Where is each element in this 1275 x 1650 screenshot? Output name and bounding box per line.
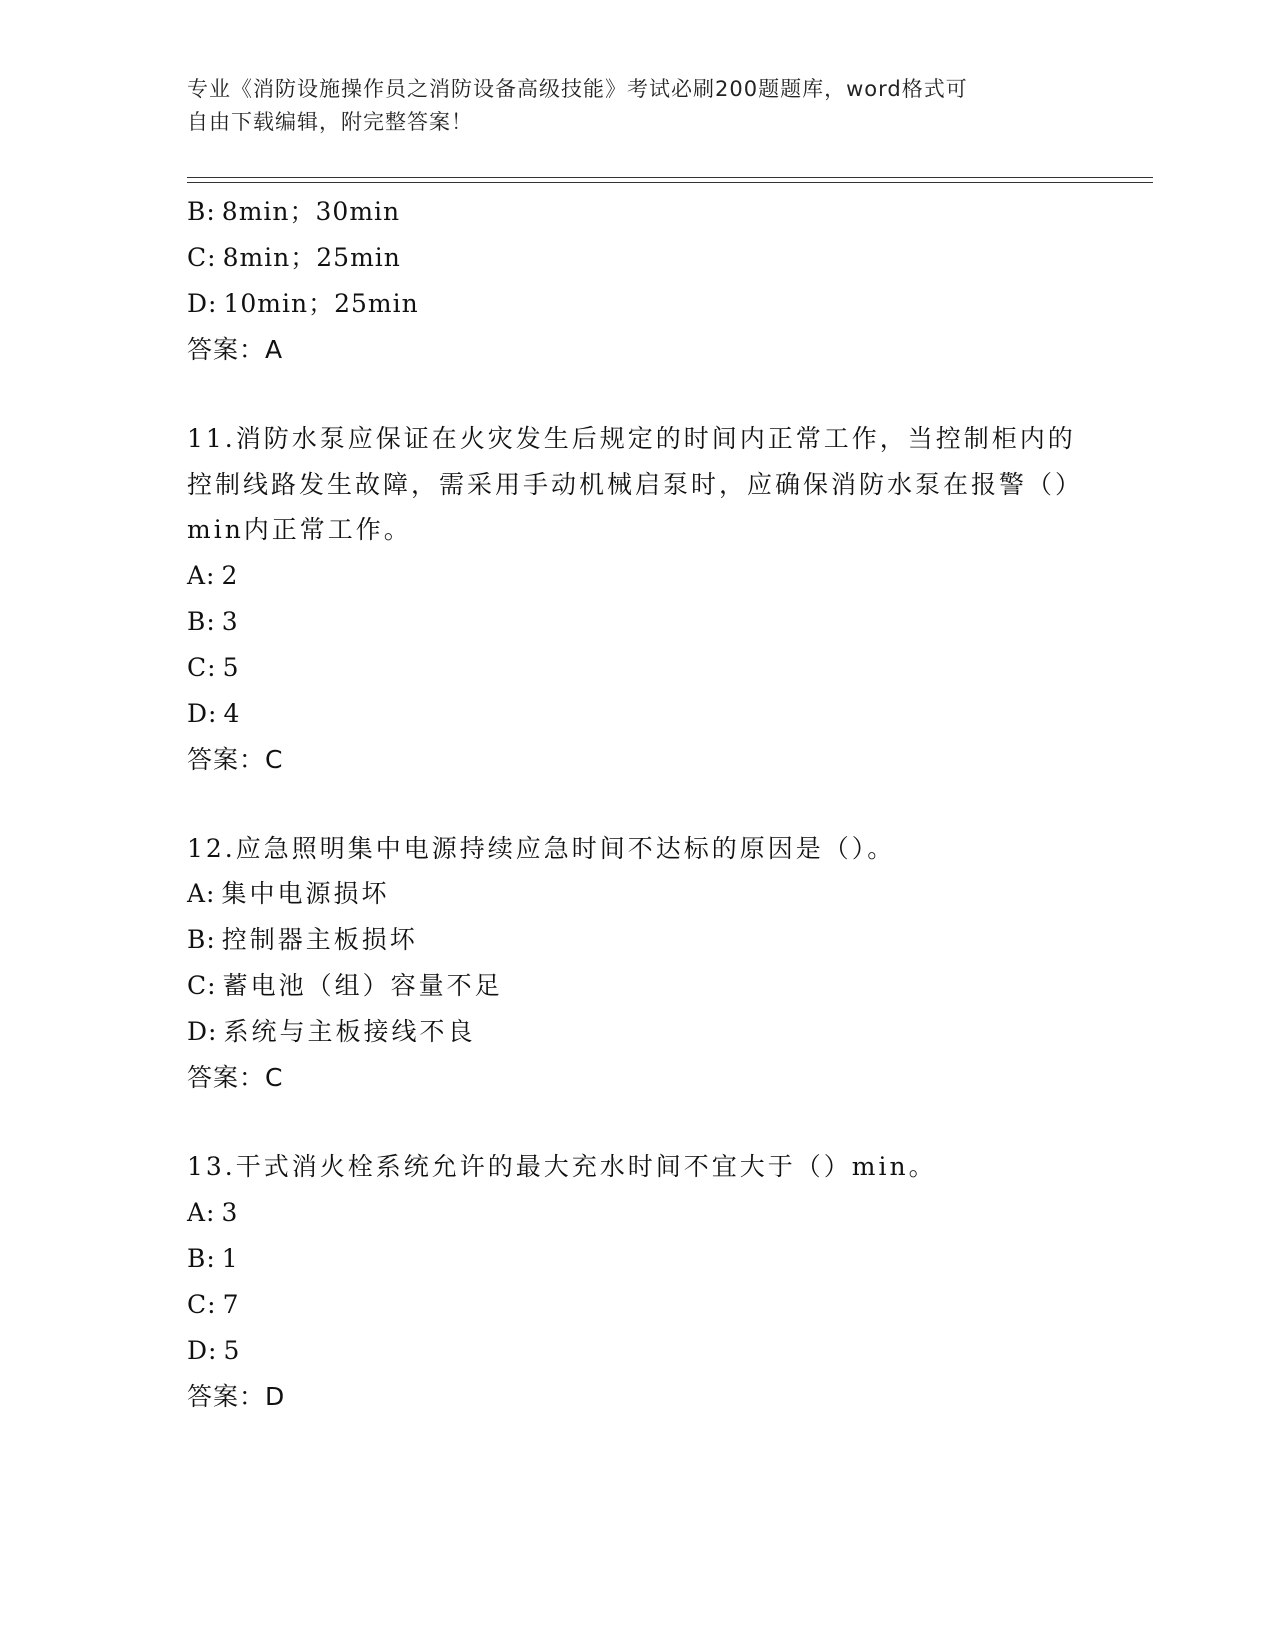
- option-label: C:: [187, 971, 217, 1000]
- answer-line: 答案：A: [187, 335, 284, 364]
- option-text: 7: [222, 1289, 240, 1319]
- option-text: 3: [221, 1197, 239, 1227]
- option-label: B:: [187, 925, 216, 954]
- option-text: 5: [222, 652, 240, 682]
- document-header: [187, 73, 1067, 139]
- option-c: [187, 645, 1087, 691]
- option-text: 4: [223, 698, 241, 728]
- option-a: [187, 871, 1087, 917]
- option-text: 3: [221, 606, 239, 636]
- option-d: [187, 691, 1087, 737]
- option-label: D:: [187, 698, 218, 728]
- option-d: [187, 1328, 1087, 1374]
- question-13: [187, 1144, 1087, 1420]
- option-b: [187, 599, 1087, 645]
- header-divider-top: [187, 177, 1153, 178]
- question-text: 11.消防水泵应保证在火灾发生后规定的时间内正常工作，当控制柜内的控制线路发生故障，需采用手动机械启泵时，应确保消防水泵在报警（）min内正常工作。: [187, 424, 1076, 544]
- option-a: [187, 553, 1087, 599]
- option-label: D:: [187, 1335, 218, 1365]
- option-c: [187, 1282, 1087, 1328]
- option-text: 10min；25min: [223, 289, 419, 318]
- answer-line: 答案：D: [187, 1381, 286, 1411]
- option-text: 1: [221, 1243, 239, 1273]
- option-label: D:: [187, 289, 218, 318]
- question-12: [187, 826, 1087, 1102]
- option-text: 集中电源损坏: [221, 879, 390, 908]
- option-text: 2: [221, 560, 239, 590]
- question-text: 12.应急照明集中电源持续应急时间不达标的原因是（）。: [187, 833, 896, 863]
- question-11: [187, 416, 1087, 783]
- header-line-1: 专业《消防设施操作员之消防设备高级技能》考试必刷200题题库，word格式可: [187, 77, 968, 101]
- option-label: A:: [187, 560, 216, 590]
- option-text: 8min；25min: [222, 243, 401, 272]
- option-label: B:: [187, 1243, 216, 1273]
- option-b: [187, 189, 1087, 235]
- option-label: B:: [187, 606, 216, 636]
- option-text: 5: [223, 1335, 241, 1365]
- option-text: 蓄电池（组）容量不足: [222, 971, 503, 1000]
- answer-line: 答案：C: [187, 744, 284, 774]
- question-list: [187, 189, 1087, 1420]
- option-label: C:: [187, 243, 217, 272]
- option-text: 系统与主板接线不良: [223, 1017, 476, 1046]
- option-d: [187, 1009, 1087, 1055]
- option-c: [187, 963, 1087, 1009]
- option-b: [187, 917, 1087, 963]
- option-d: [187, 281, 1087, 327]
- option-label: A:: [187, 1197, 216, 1227]
- header-divider-bottom: [187, 182, 1153, 183]
- option-label: A:: [187, 879, 216, 908]
- option-c: [187, 235, 1087, 281]
- option-text: 控制器主板损坏: [221, 925, 418, 954]
- option-a: [187, 1190, 1087, 1236]
- option-b: [187, 1236, 1087, 1282]
- option-label: C:: [187, 1289, 217, 1319]
- option-label: C:: [187, 652, 217, 682]
- question-10-continued: [187, 189, 1087, 373]
- option-text: 8min；30min: [221, 197, 401, 226]
- header-line-2: 自由下载编辑，附完整答案！: [187, 110, 473, 134]
- question-text: 13.干式消火栓系统允许的最大充水时间不宜大于（）min。: [187, 1152, 937, 1181]
- answer-line: 答案：C: [187, 1063, 284, 1092]
- option-label: D:: [187, 1017, 218, 1046]
- option-label: B:: [187, 197, 216, 226]
